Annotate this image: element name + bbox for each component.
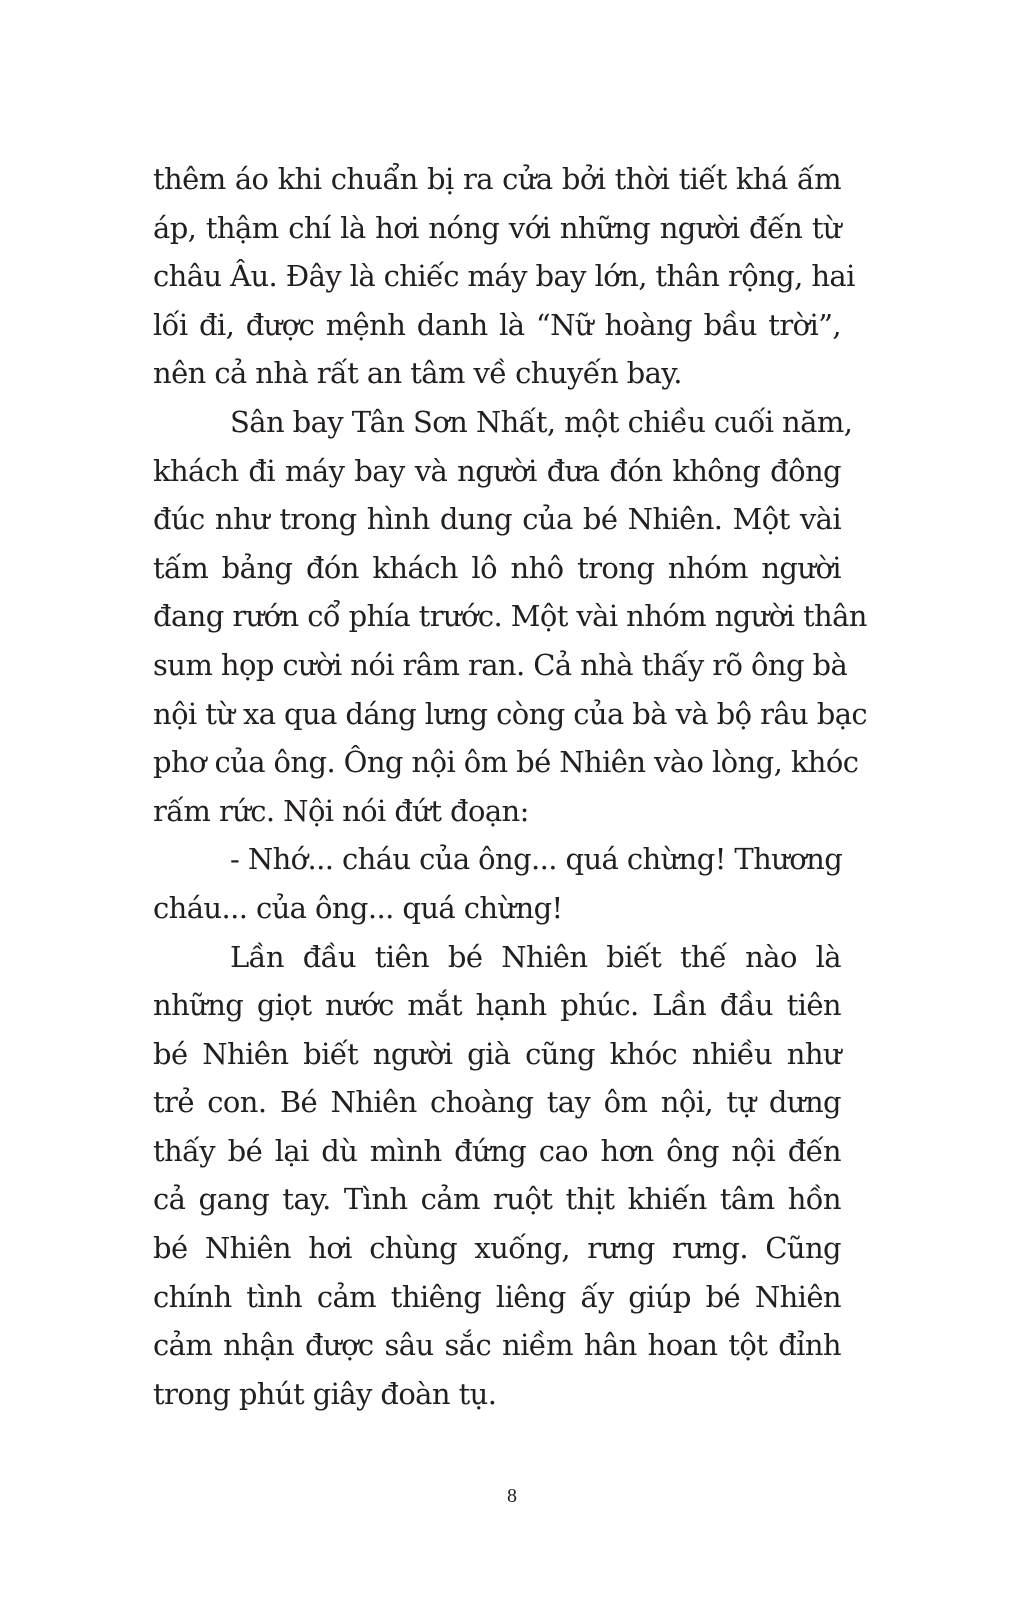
- text-line: trẻ con. Bé Nhiên choàng tay ôm nội, tự dưng: [153, 1085, 841, 1120]
- text-line: nội từ xa qua dáng lưng còng của bà và bộ râu bạc: [153, 696, 868, 731]
- text-line: cháu... của ông... quá chừng!: [153, 890, 563, 925]
- text-line: Sân bay Tân Sơn Nhất, một chiều cuối năm,: [230, 404, 853, 439]
- text-line: châu Âu. Đây là chiếc máy bay lớn, thân rộng, hai: [153, 259, 855, 294]
- text-line: nên cả nhà rất an tâm về chuyến bay.: [153, 356, 682, 391]
- text-line: sum họp cười nói râm ran. Cả nhà thấy rõ ông bà: [153, 647, 848, 682]
- text-line: cả gang tay. Tình cảm ruột thịt khiến tâm hồn: [153, 1182, 841, 1217]
- paragraph-4: [153, 933, 841, 1419]
- text-line: Lần đầu tiên bé Nhiên biết thế nào là: [230, 939, 841, 974]
- text-line: cảm nhận được sâu sắc niềm hân hoan tột đỉnh: [153, 1328, 841, 1363]
- text-line: thêm áo khi chuẩn bị ra cửa bởi thời tiết khá ấm: [153, 162, 841, 196]
- text-line: những giọt nước mắt hạnh phúc. Lần đầu tiên: [153, 988, 841, 1023]
- text-line: khách đi máy bay và người đưa đón không đông: [153, 453, 841, 488]
- text-line: tấm bảng đón khách lô nhô trong nhóm người: [153, 550, 841, 585]
- text-line: rấm rức. Nội nói đứt đoạn:: [153, 793, 529, 828]
- paragraph-2: [153, 398, 868, 835]
- text-line: phơ của ông. Ông nội ôm bé Nhiên vào lòng, khóc: [153, 745, 859, 780]
- text-line: lối đi, được mệnh danh là “Nữ hoàng bầu trời”,: [153, 307, 841, 342]
- page-number: 8: [507, 1485, 517, 1507]
- text-line: bé Nhiên hơi chùng xuống, rưng rưng. Cũng: [153, 1231, 841, 1266]
- text-line: - Nhớ... cháu của ông... quá chừng! Thương: [230, 842, 843, 877]
- text-line: chính tình cảm thiêng liêng ấy giúp bé Nhiên: [153, 1279, 841, 1314]
- text-line: áp, thậm chí là hơi nóng với những người đến từ: [153, 210, 841, 245]
- paragraph-3-dialogue: [153, 835, 841, 932]
- text-line: thấy bé lại dù mình đứng cao hơn ông nội đến: [153, 1133, 841, 1168]
- text-line: đang rướn cổ phía trước. Một vài nhóm người thân: [153, 599, 867, 634]
- text-line: đúc như trong hình dung của bé Nhiên. Một vài: [153, 502, 841, 537]
- text-line: bé Nhiên biết người già cũng khóc nhiều như: [153, 1036, 841, 1071]
- text-line: trong phút giây đoàn tụ.: [153, 1376, 497, 1411]
- paragraph-1: [153, 155, 855, 398]
- book-page-body: [153, 155, 868, 1418]
